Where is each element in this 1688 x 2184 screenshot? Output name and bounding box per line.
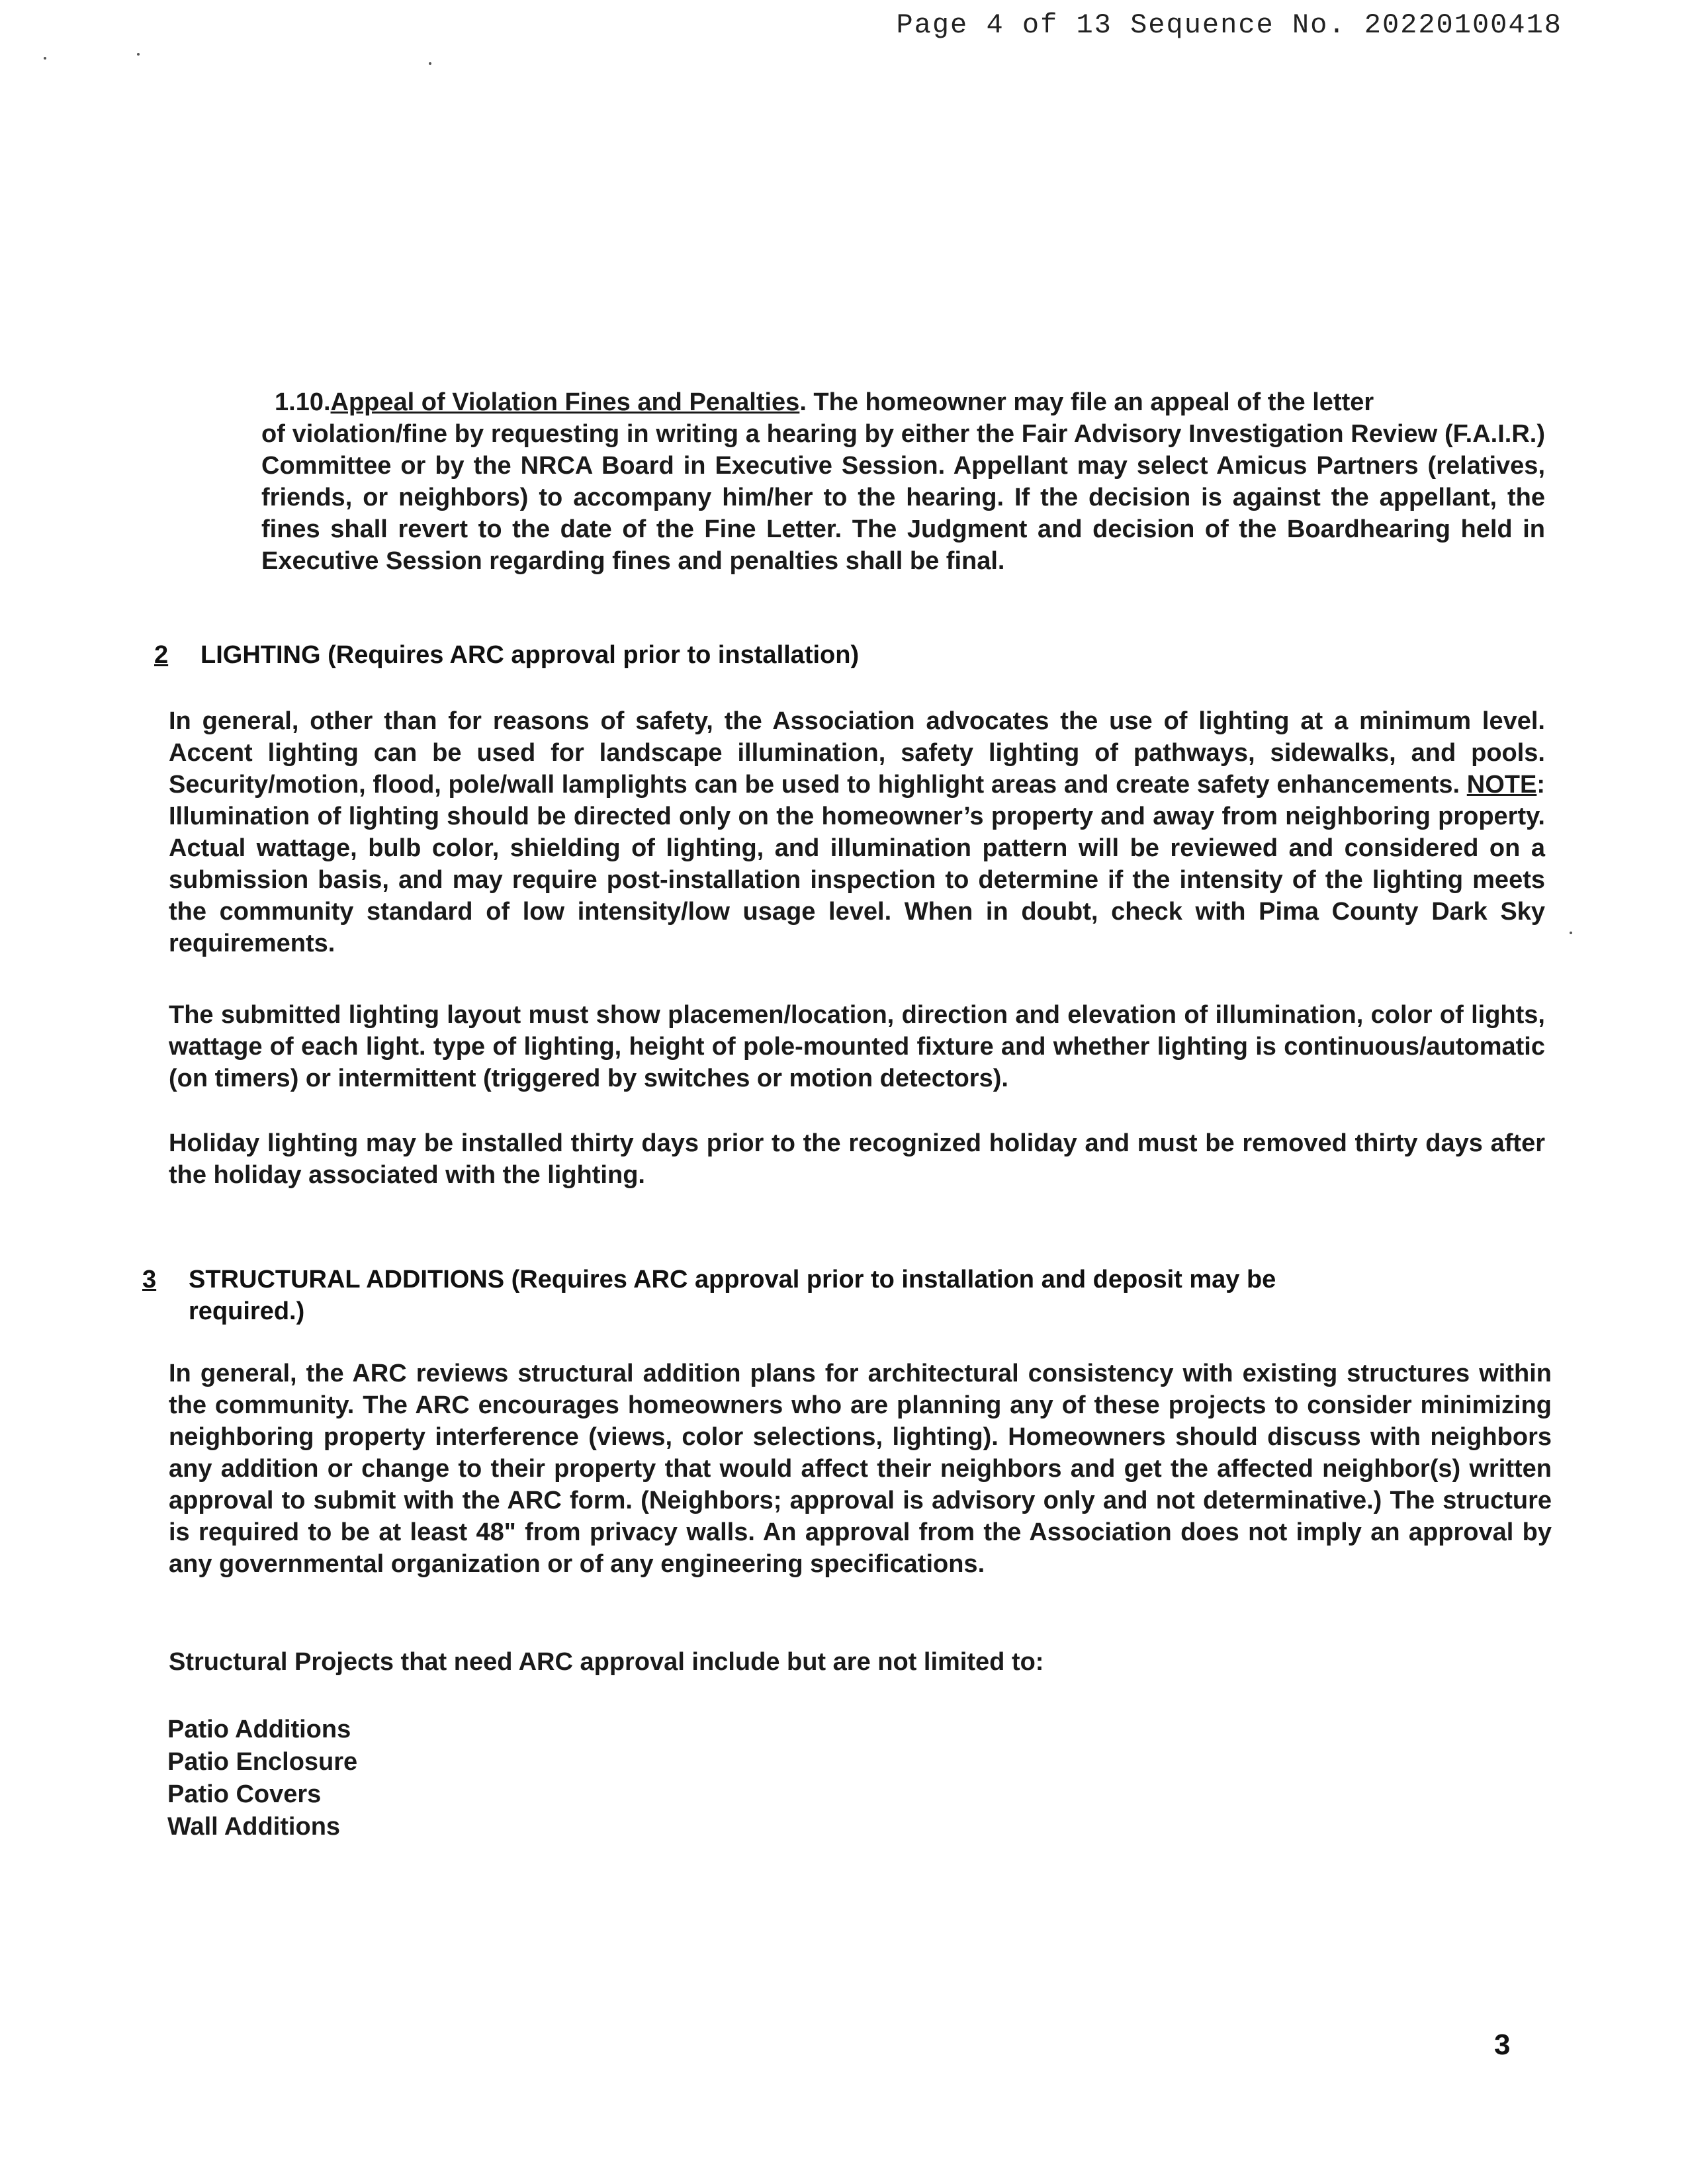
- list-item: Patio Covers: [167, 1780, 322, 1808]
- section-1-10-title: Appeal of Violation Fines and Penalties: [330, 388, 800, 416]
- section-1-10-body: of violation/fine by requesting in writing a hearing by either the Fair Advisory Investigation Review (F.A.I.R.) Committee or by the NRCA Board in Executive Session. Appellant may select Amicus Partners (relatives, friends, or neighbors) to accompany him/her to the hearing. If the decision is against the appellant, the fines shall revert to the date of the Fine Letter. The Judgment and decision of the Boardhearing held in Executive Session regarding fines and penalties shall be final.: [261, 420, 1545, 575]
- lighting-paragraph-1: [169, 705, 1545, 959]
- structural-paragraph-1: In general, the ARC reviews structural addition plans for architectural consistency with existing structures within the community. The ARC encourages homeowners who are planning any of these projects to consider minimizing neighboring property interference (views, color selections, lighting). Homeowners should discuss with neighbors any addition or change to their property that would affect their neighbors and get the affected neighbor(s) written approval to submit with the ARC form. (Neighbors; approval is advisory only and not determinative.) The structure is required to be at least 48" from privacy walls. An approval from the Association does not imply an approval by any governmental organization or of any engineering specifications.: [169, 1360, 1552, 1578]
- section-3-heading: [142, 1264, 1532, 1327]
- section-1-10-first-line-rest: . The homeowner may file an appeal of the letter: [799, 388, 1374, 416]
- list-item: Patio Enclosure: [167, 1748, 358, 1776]
- section-2-heading: [154, 639, 1544, 671]
- scan-speck: [137, 53, 140, 56]
- lighting-para1-part2: : Illumination of lighting should be directed only on the homeowner’s property and away from neighboring property. Actual wattage, bulb color, shielding of lighting, and illumination pattern will be reviewed and considered on a submission basis, and may require post-installation inspection to determine if the intensity of the lighting meets the community standard of low intensity/low usage level. When in doubt, check with Pima County Dark Sky requirements.: [169, 771, 1545, 957]
- section-1-10-first-line: [261, 386, 1545, 418]
- lighting-para1-part1: In general, other than for reasons of safety, the Association advocates the use of lighting at a minimum level. Accent lighting can be used for landscape illumination, safety lighting of pathways, sidewalks, and pools. Security/motion, flood, pole/wall lamplights can be used to highlight areas and create safety enhancements.: [169, 707, 1545, 799]
- note-label: NOTE: [1466, 771, 1537, 799]
- section-3-number: 3: [142, 1266, 157, 1293]
- list-item: Patio Additions: [167, 1716, 351, 1743]
- scan-speck: [429, 62, 431, 65]
- lighting-paragraph-2: The submitted lighting layout must show placemen/location, direction and elevation of illumination, color of lights, wattage of each light. type of lighting, height of pole-mounted fixture and whether lighting is continuous/automatic (on timers) or intermittent (triggered by switches or motion detectors).: [169, 1001, 1545, 1092]
- structural-paragraph-2: Structural Projects that need ARC approval include but are not limited to:: [169, 1648, 1044, 1676]
- section-1-10-number: 1.10.: [275, 388, 331, 416]
- lighting-paragraph-3: Holiday lighting may be installed thirty days prior to the recognized holiday and must be removed thirty days after the holiday associated with the lighting.: [169, 1129, 1545, 1189]
- section-2-title: LIGHTING (Requires ARC approval prior to installation): [200, 641, 860, 669]
- section-3-title-line1: STRUCTURAL ADDITIONS (Requires ARC approval prior to installation and deposit may be: [189, 1266, 1276, 1293]
- scan-speck: [44, 57, 46, 60]
- section-1-10: [261, 386, 1545, 577]
- page-number: 3: [1494, 2029, 1511, 2061]
- section-2-number: 2: [154, 641, 169, 669]
- structural-projects-list: [167, 1714, 357, 1843]
- list-item: Wall Additions: [167, 1813, 341, 1841]
- scan-speck: [1570, 932, 1572, 934]
- section-3-title-line2: required.): [189, 1297, 305, 1325]
- page-sequence-header: Page 4 of 13 Sequence No. 20220100418: [896, 9, 1562, 41]
